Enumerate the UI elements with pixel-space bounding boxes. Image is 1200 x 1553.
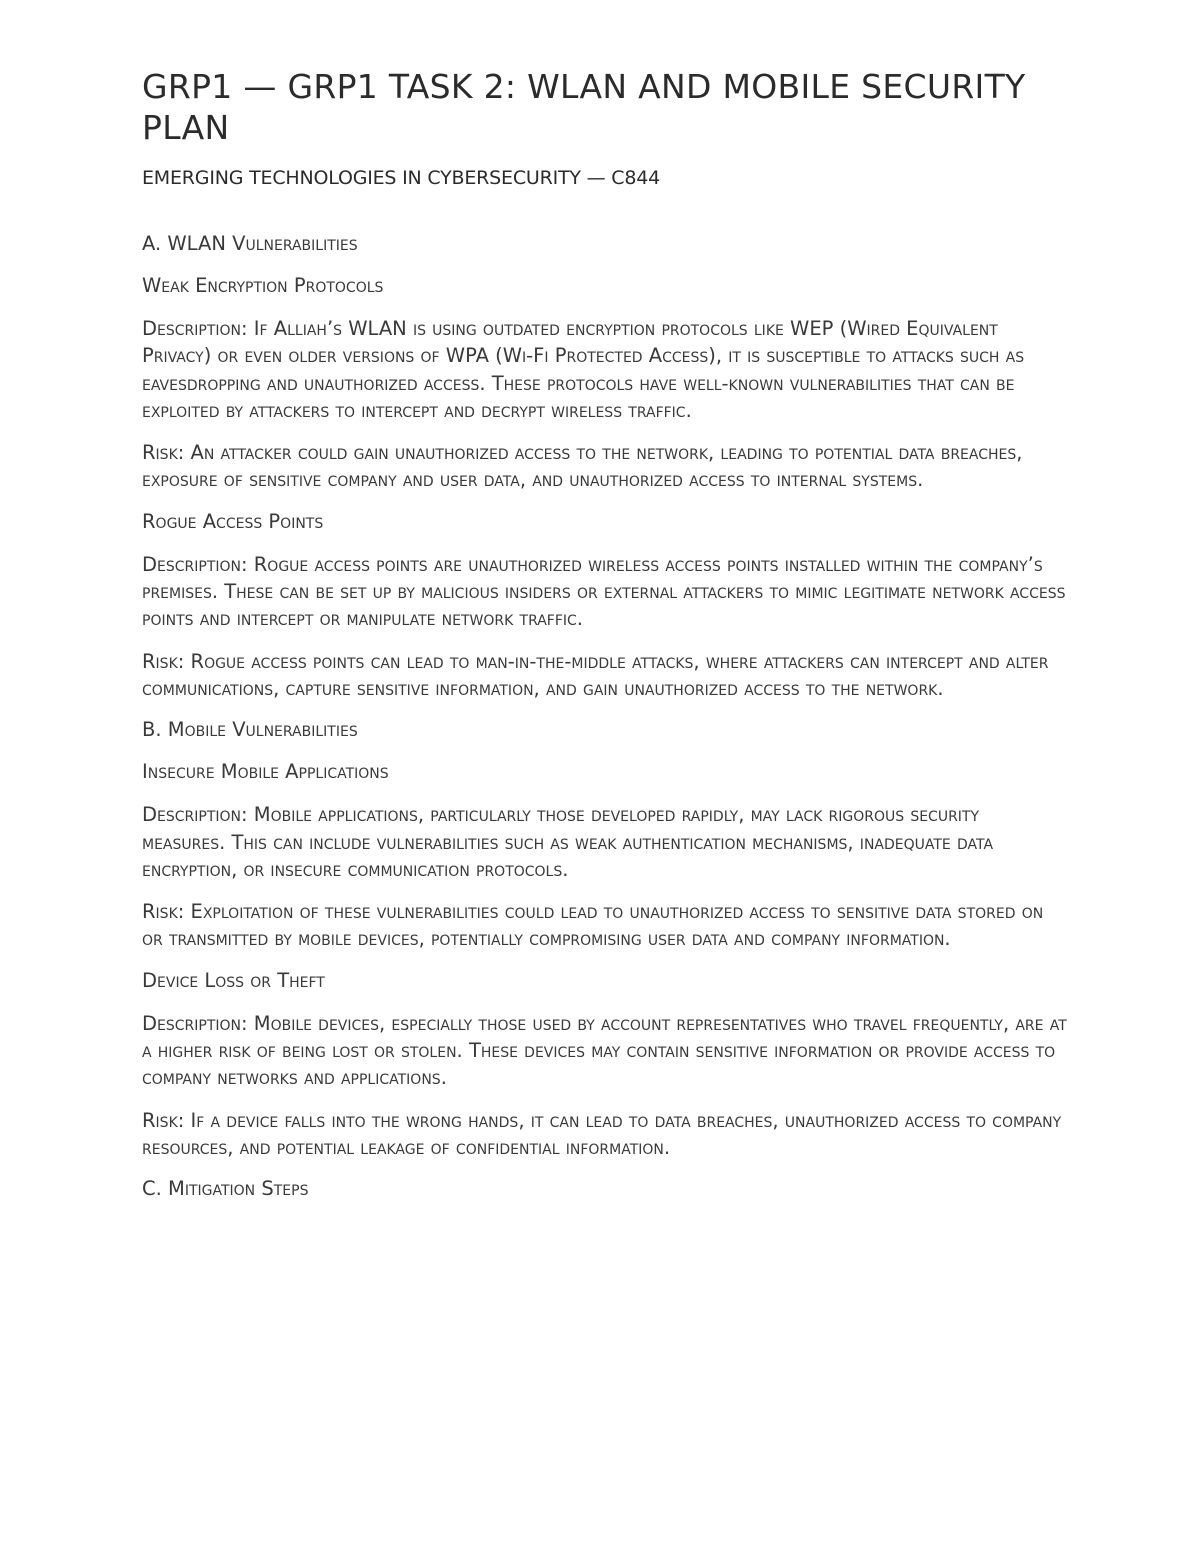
section-a-heading: A. WLAN Vulnerabilities	[142, 232, 358, 255]
rogue-access-points-risk: Risk: Rogue access points can lead to man-in-the-middle attacks, where attackers can intercept and alter communications, capture sensitive information, and gain unauthorized access to the network.	[142, 649, 1049, 700]
document-subtitle: EMERGING TECHNOLOGIES IN CYBERSECURITY — C844	[142, 167, 661, 189]
weak-encryption-risk: Risk: An attacker could gain unauthorized access to the network, leading to potential data breaches, exposure of sensitive company and user data, and unauthorized access to internal systems.	[142, 441, 1023, 492]
device-loss-risk: Risk: If a device falls into the wrong hands, it can lead to data breaches, unauthorized access to company resources, and potential leakage of confidential information.	[142, 1108, 1062, 1159]
weak-encryption-description: Description: If Alliah’s WLAN is using outdated encryption protocols like WEP (Wired Equivalent Privacy) or even older versions of WPA (Wi-Fi Protected Access), it is susceptible to attacks such as eavesdropping and unauthorized access. These protocols have well-known vulnerabilities that can be exploited by attackers to intercept and decrypt wireless traffic.	[142, 317, 1025, 422]
device-loss-heading: Device Loss or Theft	[142, 968, 325, 992]
insecure-apps-risk: Risk: Exploitation of these vulnerabilities could lead to unauthorized access to sensitive data stored on or transmitted by mobile devices, potentially compromising user data and company information.	[142, 900, 1044, 951]
section-c-heading: C. Mitigation Steps	[142, 1177, 309, 1201]
device-loss-description: Description: Mobile devices, especially those used by account representatives who travel frequently, are at a higher risk of being lost or stolen. These devices may contain sensitive information or provide access to company networks and applications.	[142, 1011, 1067, 1090]
insecure-apps-description: Description: Mobile applications, particularly those developed rapidly, may lack rigorous security measures. This can include vulnerabilities such as weak authentication mechanisms, inadequate data encryption, or insecure communication protocols.	[142, 803, 994, 881]
rogue-access-points-description: Description: Rogue access points are unauthorized wireless access points installed within the company’s premises. These can be set up by malicious insiders or external attackers to mimic legitimate network access points and intercept or manipulate network traffic.	[142, 552, 1066, 631]
insecure-apps-heading: Insecure Mobile Applications	[142, 760, 389, 784]
section-b-heading: B. Mobile Vulnerabilities	[142, 718, 358, 742]
document-page	[142, 66, 1067, 1218]
rogue-access-points-heading: Rogue Access Points	[142, 509, 324, 533]
document-title: GRP1 — GRP1 TASK 2: WLAN AND MOBILE SECURITY PLAN	[142, 67, 1026, 147]
weak-encryption-heading: Weak Encryption Protocols	[142, 274, 384, 297]
